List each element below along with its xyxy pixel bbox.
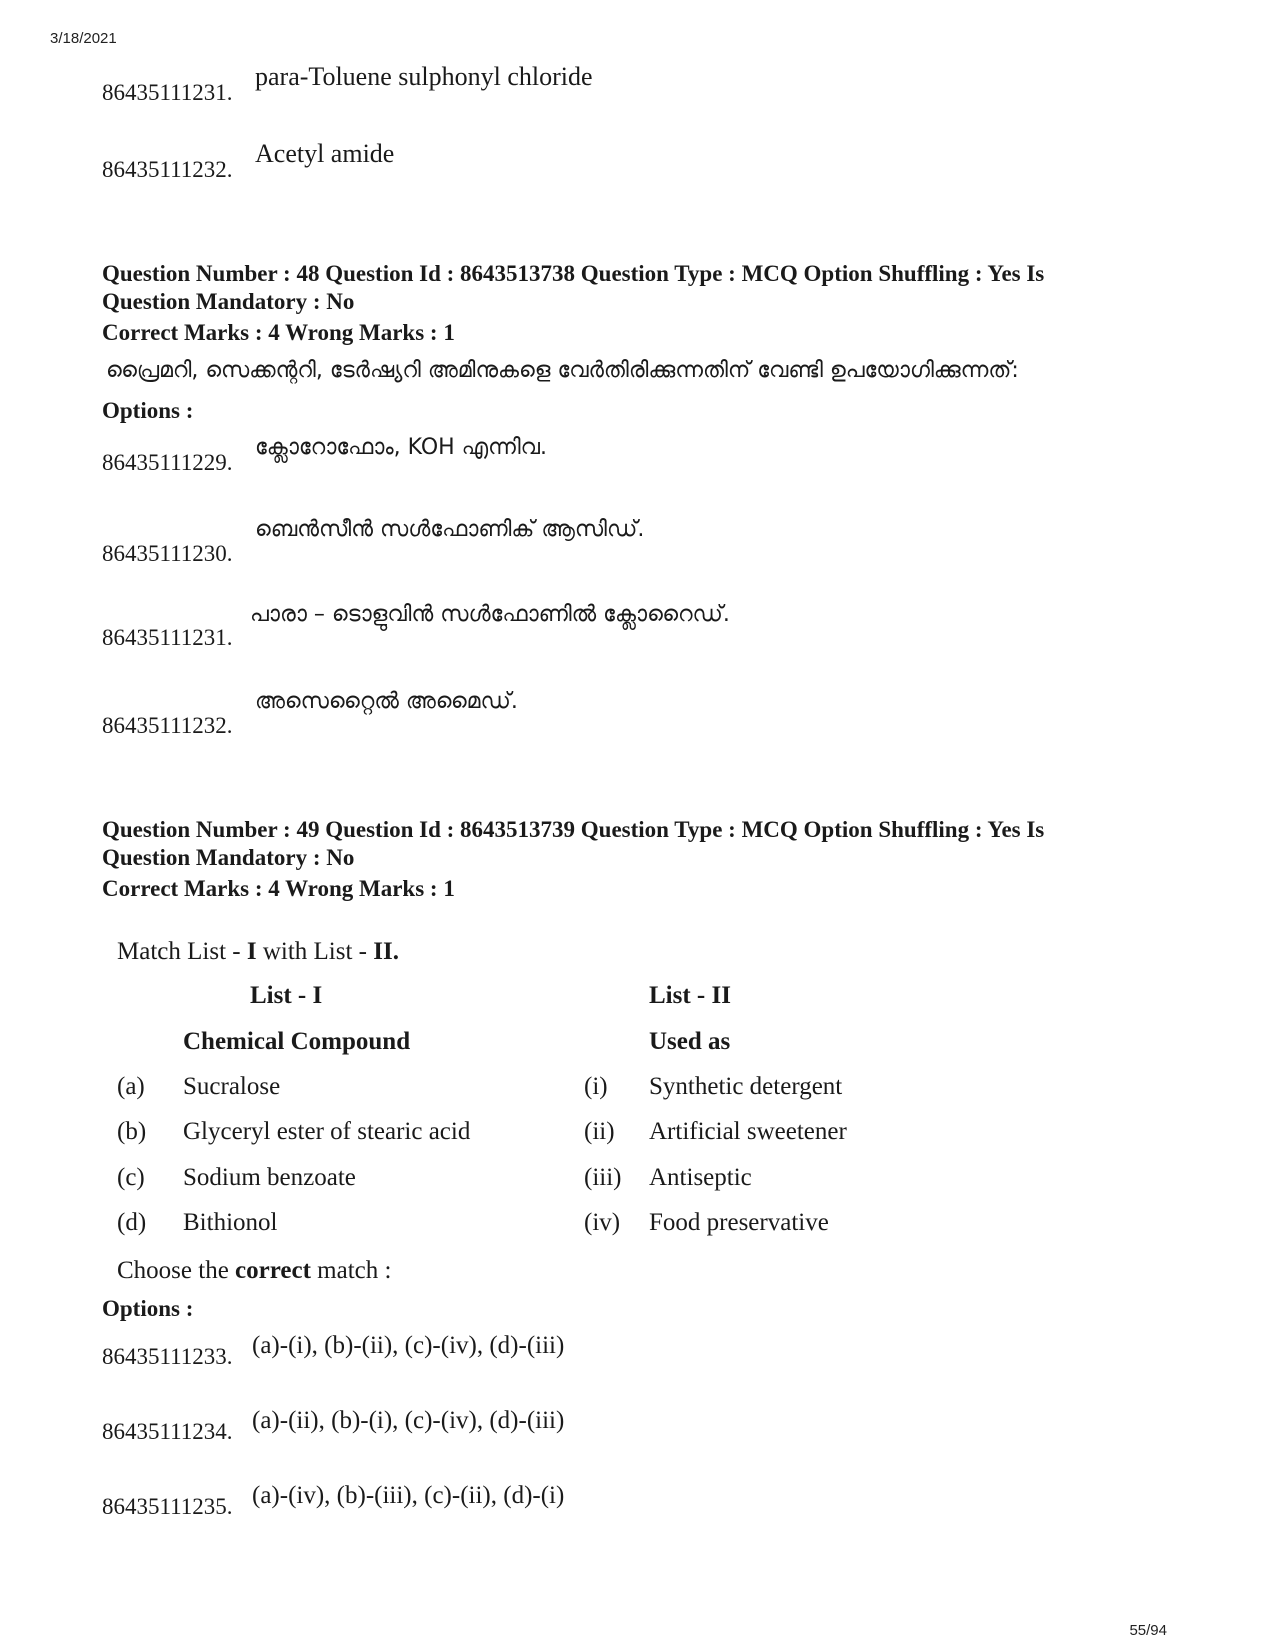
question-meta-line: Question Number : 48 Question Id : 8643513738 Question Type : MCQ Option Shuffling : Yes Is [102, 261, 1045, 286]
row-iv-use: Food preservative [649, 1209, 829, 1236]
option-id: 86435111232. [102, 713, 233, 738]
options-label: Options : [102, 398, 194, 423]
row-b-label: (b) [117, 1118, 147, 1145]
question-48-marks: Correct Marks : 4 Wrong Marks : 1 [102, 320, 455, 345]
question-meta-line: Question Mandatory : No [102, 845, 355, 870]
row-c-compound: Sodium benzoate [183, 1164, 356, 1191]
option-id: 86435111230. [102, 541, 233, 566]
option-id: 86435111233. [102, 1344, 233, 1369]
print-date: 3/18/2021 [50, 30, 117, 47]
match-instruction: Match List - I with List - II. [117, 938, 399, 965]
row-iii-use: Antiseptic [649, 1164, 752, 1191]
row-i-label: (i) [584, 1073, 608, 1100]
row-d-label: (d) [117, 1209, 147, 1236]
question-48-stem: പ്രൈമറി, സെക്കന്ററി, ടേർഷ്യറി അമിനുകളെ വേർതിരിക്കുന്നതിന് വേണ്ടി ഉപയോഗിക്കുന്നത്: [106, 358, 1019, 383]
option-text: (a)-(i), (b)-(ii), (c)-(iv), (d)-(iii) [252, 1332, 565, 1359]
option-row[interactable] [102, 602, 1102, 685]
question-49-meta [102, 816, 1182, 872]
option-text: ക്ലോറോഫോം, KOH എന്നിവ. [255, 435, 547, 460]
option-row[interactable] [102, 139, 1102, 217]
row-c-label: (c) [117, 1164, 145, 1191]
row-ii-label: (ii) [584, 1118, 615, 1145]
option-row[interactable] [102, 62, 1102, 140]
list-2-heading: List - II [649, 982, 731, 1009]
question-48-meta [102, 260, 1182, 316]
row-iii-label: (iii) [584, 1164, 622, 1191]
option-row[interactable] [102, 1332, 1102, 1404]
row-i-use: Synthetic detergent [649, 1073, 843, 1100]
page-number: 55/94 [1129, 1622, 1167, 1639]
option-text: (a)-(iv), (b)-(iii), (c)-(ii), (d)-(i) [252, 1482, 565, 1509]
option-row[interactable] [102, 689, 1102, 773]
option-id: 86435111231. [102, 80, 233, 105]
option-row[interactable] [102, 517, 1102, 601]
option-text: (a)-(ii), (b)-(i), (c)-(iv), (d)-(iii) [252, 1407, 565, 1434]
list-1-subheading: Chemical Compound [183, 1028, 411, 1055]
option-text: Acetyl amide [255, 139, 395, 168]
option-id: 86435111232. [102, 157, 233, 182]
row-b-compound: Glyceryl ester of stearic acid [183, 1118, 471, 1145]
list-2-subheading: Used as [649, 1028, 731, 1055]
question-49-marks: Correct Marks : 4 Wrong Marks : 1 [102, 876, 455, 901]
option-id: 86435111231. [102, 625, 233, 650]
question-meta-line: Question Mandatory : No [102, 289, 355, 314]
list-1-heading: List - I [250, 982, 323, 1009]
question-meta-line: Question Number : 49 Question Id : 8643513739 Question Type : MCQ Option Shuffling : Yes Is [102, 817, 1045, 842]
option-id: 86435111229. [102, 450, 233, 475]
row-a-label: (a) [117, 1073, 145, 1100]
match-prompt: Choose the correct match : [117, 1257, 392, 1284]
option-text: ബെൻസീൻ സൾഫോണിക് ആസിഡ്. [255, 517, 645, 542]
row-ii-use: Artificial sweetener [649, 1118, 847, 1145]
option-row[interactable] [102, 1407, 1102, 1479]
row-a-compound: Sucralose [183, 1073, 281, 1100]
option-id: 86435111235. [102, 1494, 233, 1519]
option-row[interactable] [102, 1482, 1102, 1554]
option-text: അസെറ്റൈൽ അമൈഡ്. [255, 689, 518, 714]
option-text: പാരാ – ടൊളുവിൻ സൾഫോണിൽ ക്ലോറൈഡ്. [250, 602, 730, 627]
row-d-compound: Bithionol [183, 1209, 278, 1236]
option-row[interactable] [102, 435, 1102, 510]
option-id: 86435111234. [102, 1419, 233, 1444]
row-iv-label: (iv) [584, 1209, 621, 1236]
option-text: para-Toluene sulphonyl chloride [255, 62, 593, 91]
options-label: Options : [102, 1296, 194, 1321]
